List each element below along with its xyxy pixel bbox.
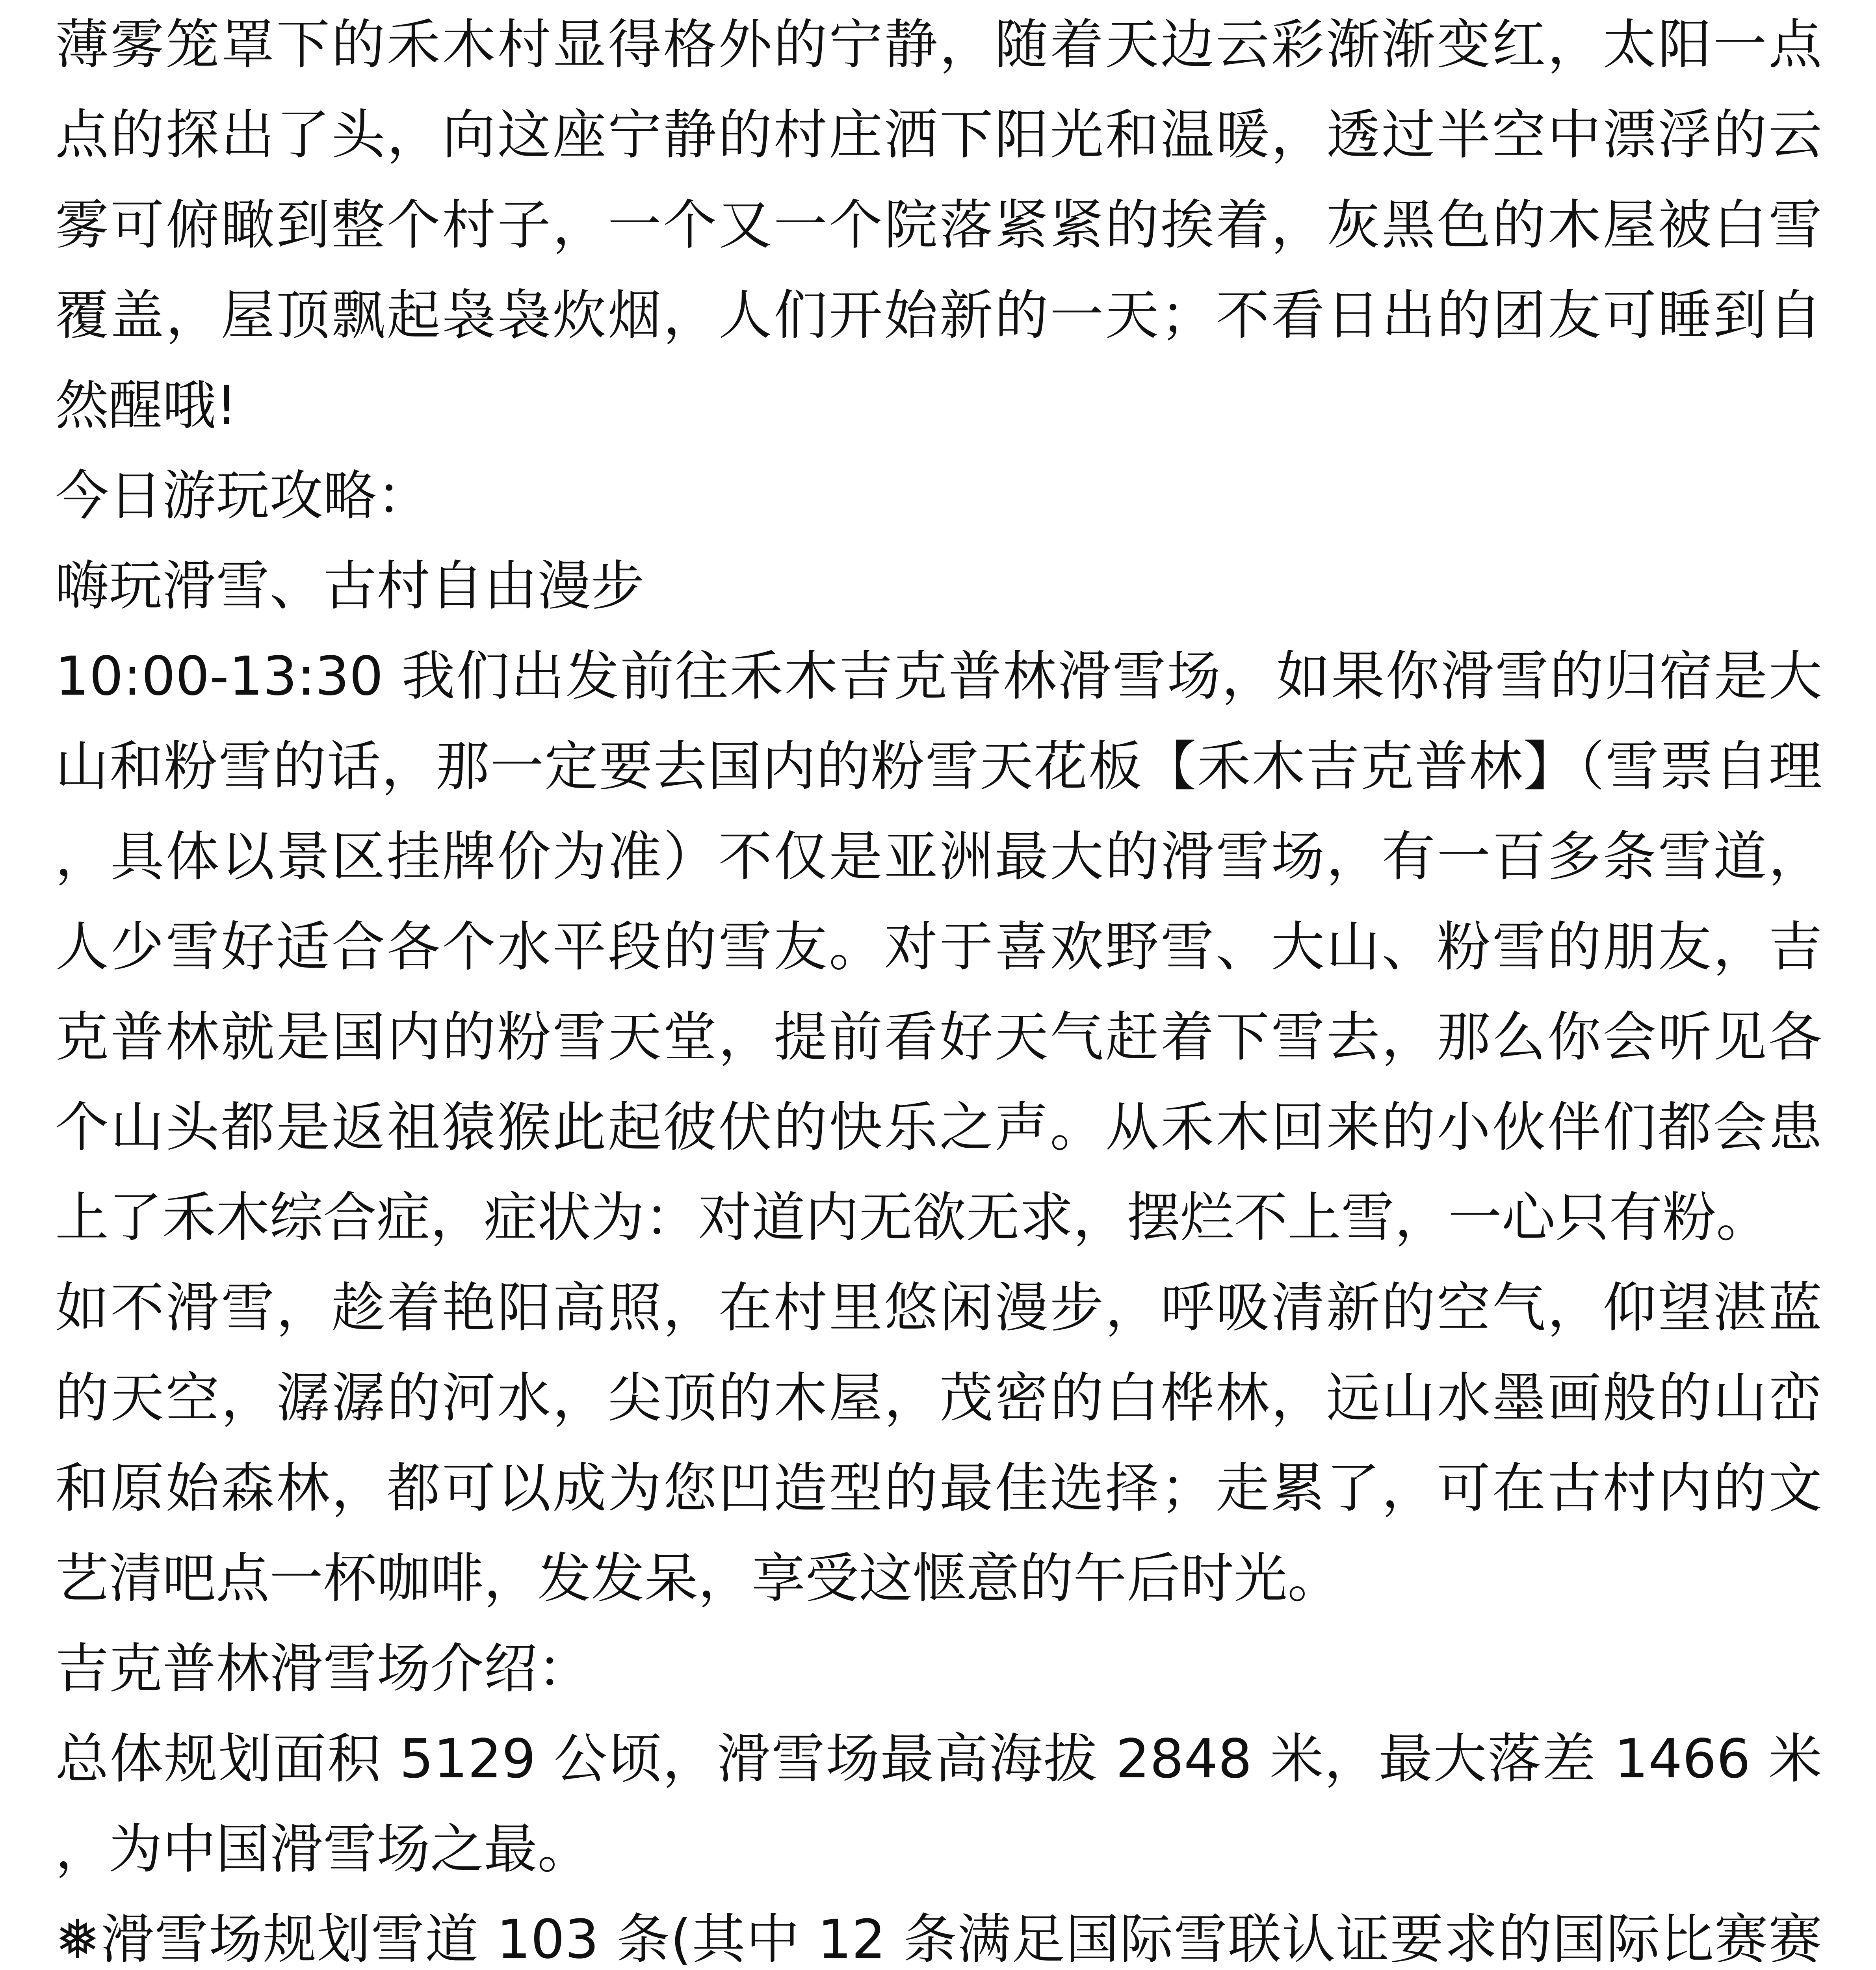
ski-resort-heading: 吉克普林滑雪场介绍： — [55, 1638, 591, 1700]
guide-subtitle: 嗨玩滑雪、古村自由漫步 — [55, 555, 645, 617]
guide-heading: 今日游玩攻略： — [55, 465, 430, 527]
ski-resort-overview: 总体规划面积 5129 公顷，滑雪场最高海拔 2848 米，最大落差 1466 米，为中国滑雪场之最。 — [55, 1728, 1822, 1881]
itinerary-document — [55, 0, 1822, 1970]
intro-paragraph: 薄雾笼罩下的禾木村显得格外的宁静，随着天边云彩渐渐变红，太阳一点点的探出了头，向这座宁静的村庄洒下阳光和温暖，透过半空中漂浮的云雾可俯瞰到整个村子，一个又一个院落紧紧的挨着，灰黑色的木屋被白雪覆盖，屋顶飘起袅袅炊烟，人们开始新的一天；不看日出的团友可睡到自然醒哦! — [55, 14, 1822, 437]
ski-schedule-paragraph: 10:00-13:30 我们出发前往禾木吉克普林滑雪场，如果你滑雪的归宿是大山和粉雪的话，那一定要去国内的粉雪天花板【禾木吉克普林】（雪票自理，具体以景区挂牌价为准）不仅是亚洲最大的滑雪场，有一百多条雪道，人少雪好适合各个水平段的雪友。对于喜欢野雪、大山、粉雪的朋友，吉克普林就是国内的粉雪天堂，提前看好天气赶着下雪去，那么你会听见各个山头都是返祖猿猴此起彼伏的快乐之声。从禾木回来的小伙伴们都会患上了禾木综合症，症状为：对道内无欲无求，摆烂不上雪，一心只有粉。 — [55, 645, 1822, 1249]
ski-resort-bullet-trails: ❅滑雪场规划雪道 103 条(其中 12 条满足国际雪联认证要求的国际比赛赛 — [55, 1909, 1822, 1970]
village-walk-paragraph: 如不滑雪，趁着艳阳高照，在村里悠闲漫步，呼吸清新的空气，仰望湛蓝的天空，潺潺的河水，尖顶的木屋，茂密的白桦林，远山水墨画般的山峦和原始森林，都可以成为您凹造型的最佳选择；走累了，可在古村内的文艺清吧点一杯咖啡，发发呆，享受这惬意的午后时光。 — [55, 1277, 1822, 1610]
